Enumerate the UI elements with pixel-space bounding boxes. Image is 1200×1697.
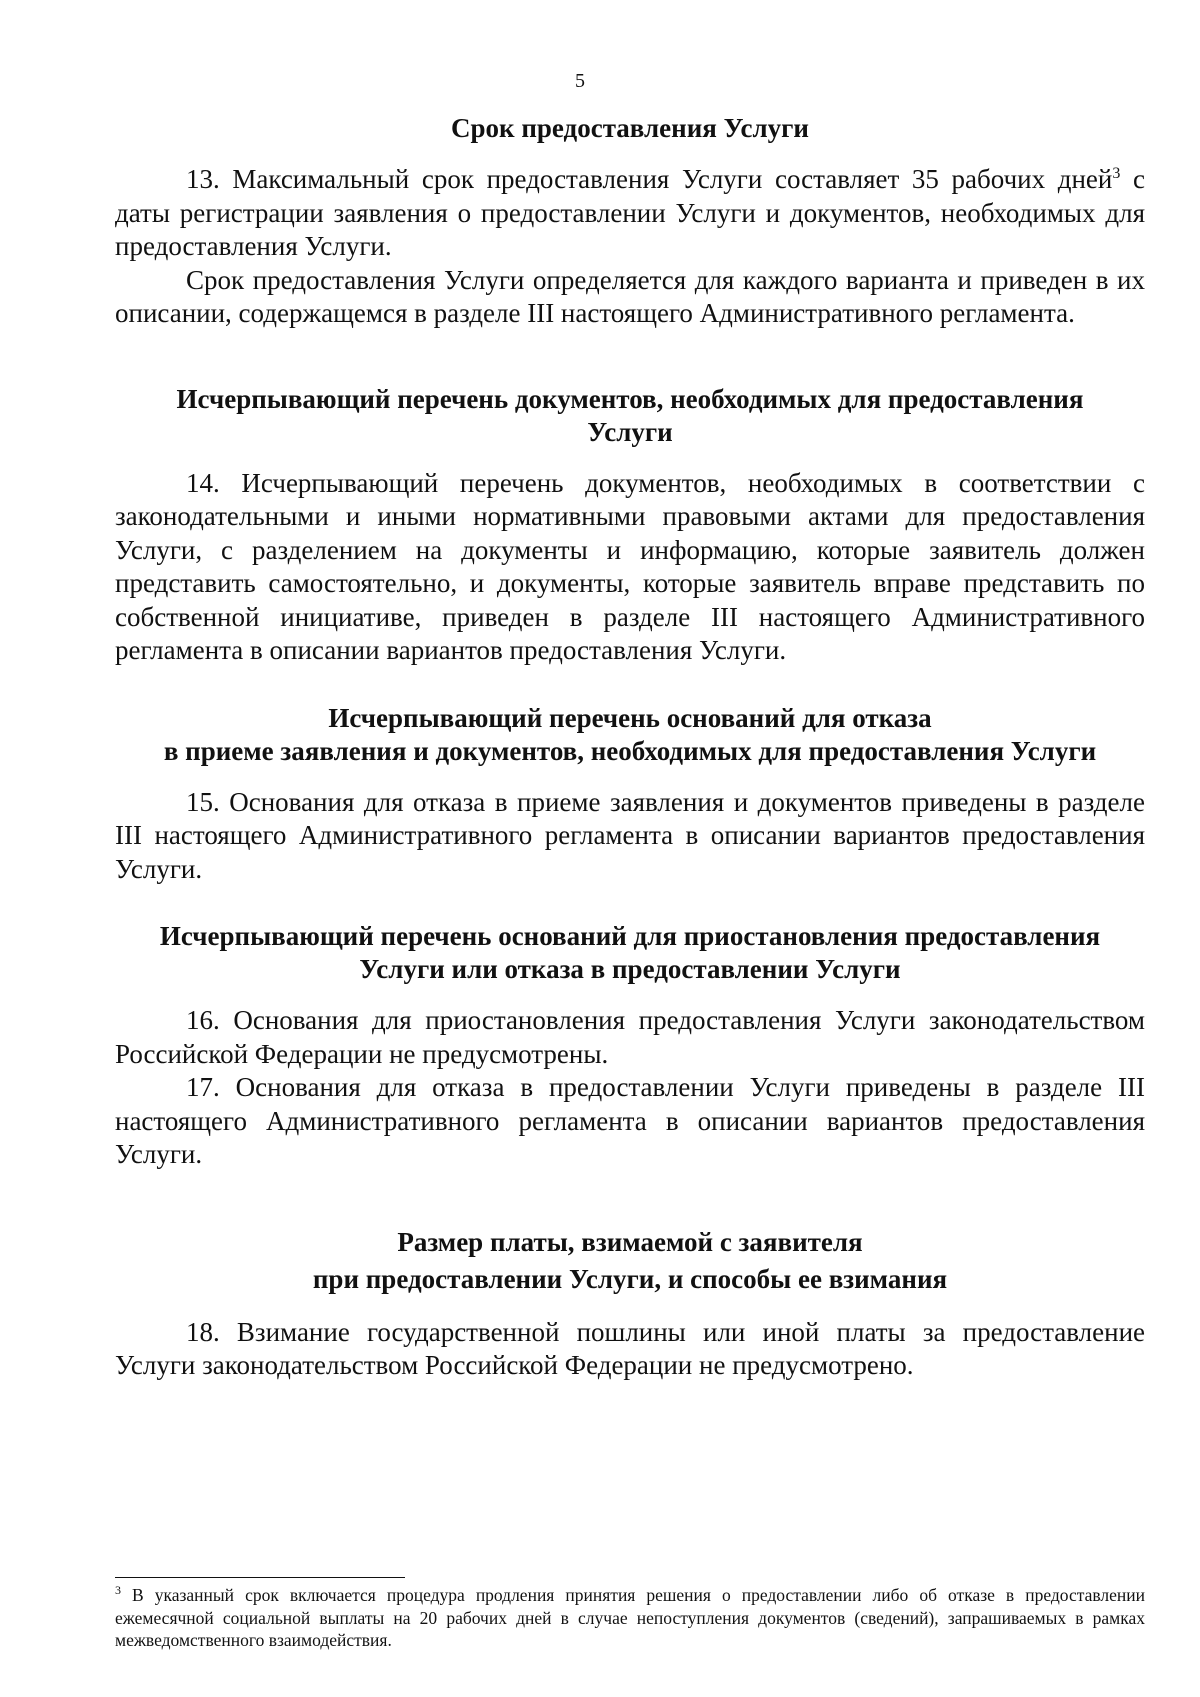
section-fee xyxy=(115,1224,1145,1383)
paragraph-14: 14. Исчерпывающий перечень документов, необходимых в соответствии с законодательными и иными нормативными правовыми актами для предоставления Услуги, с разделением на документы и информацию, которые заявитель должен представить самостоятельно, и документы, которые заявитель вправе представить по собственной инициативе, приведен в разделе III настоящего Административного регламента в описании вариантов предоставления Услуги. xyxy=(115,467,1145,665)
heading-line: при предоставлении Услуги, и способы ее взимания xyxy=(312,1263,948,1294)
section-heading xyxy=(115,1224,1145,1298)
section-refusal-acceptance xyxy=(115,702,1145,887)
paragraph-16: 16. Основания для приостановления предоставления Услуги законодательством Российской Федерации не предусмотрены. xyxy=(115,1005,1145,1069)
heading-line: Исчерпывающий перечень оснований для отказа xyxy=(328,702,932,733)
paragraph-term-note: Срок предоставления Услуги определяется для каждого варианта и приведен в их описании, содержащемся в разделе III настоящего Административного регламента. xyxy=(115,264,1145,328)
section-service-term xyxy=(115,112,1145,331)
heading-line: в приеме заявления и документов, необходимых для предоставления Услуги xyxy=(163,735,1097,766)
heading-line: Срок предоставления Услуги xyxy=(451,113,809,143)
footnote-mark: 3 xyxy=(115,1583,121,1598)
heading-line: Исчерпывающий перечень оснований для приостановления предоставления xyxy=(159,921,1101,951)
heading-line: Размер платы, взимаемой с заявителя xyxy=(397,1226,863,1257)
footnote-reference[interactable]: 3 xyxy=(1112,165,1121,182)
paragraph-text: 13. Максимальный срок предоставления Услуги составляет 35 рабочих дней xyxy=(186,164,1113,194)
paragraph-15: 15. Основания для отказа в приеме заявления и документов приведены в разделе III настоящего Административного регламента в описании вариантов предоставления Услуги. xyxy=(115,786,1145,884)
footnote xyxy=(115,1584,1145,1652)
paragraph-13 xyxy=(115,163,1145,264)
paragraph-17: 17. Основания для отказа в предоставлении Услуги приведены в разделе III настоящего Административного регламента в описании вариантов предоставления Услуги. xyxy=(115,1072,1145,1169)
section-heading xyxy=(115,112,1145,145)
section-suspension-refusal xyxy=(115,920,1145,1172)
footnote-text: В указанный срок включается процедура продления принятия решения о предоставлении либо об отказе в предоставлении ежемесячной социальной выплаты на 20 рабочих дней в случае непоступления документов (сведений), запрашиваемых в рамках межведомственного взаимодействия. xyxy=(115,1585,1145,1650)
paragraph-text: с даты регистрации заявления о предоставлении Услуги и документов, необходимых для предоставления Услуги. xyxy=(115,164,1145,261)
document-body xyxy=(115,112,1145,1383)
heading-line: Услуги или отказа в предоставлении Услуги xyxy=(359,954,901,984)
heading-line: Исчерпывающий перечень документов, необходимых для предоставления xyxy=(176,383,1084,414)
section-heading xyxy=(115,702,1145,768)
section-heading xyxy=(115,920,1145,986)
heading-line: Услуги xyxy=(587,416,673,447)
section-heading xyxy=(115,383,1145,449)
page-number: 5 xyxy=(575,70,585,92)
paragraph-18: 18. Взимание государственной пошлины или иной платы за предоставление Услуги законодательством Российской Федерации не предусмотрено. xyxy=(115,1316,1145,1380)
section-documents-list xyxy=(115,383,1145,668)
footnote-separator xyxy=(115,1577,405,1578)
